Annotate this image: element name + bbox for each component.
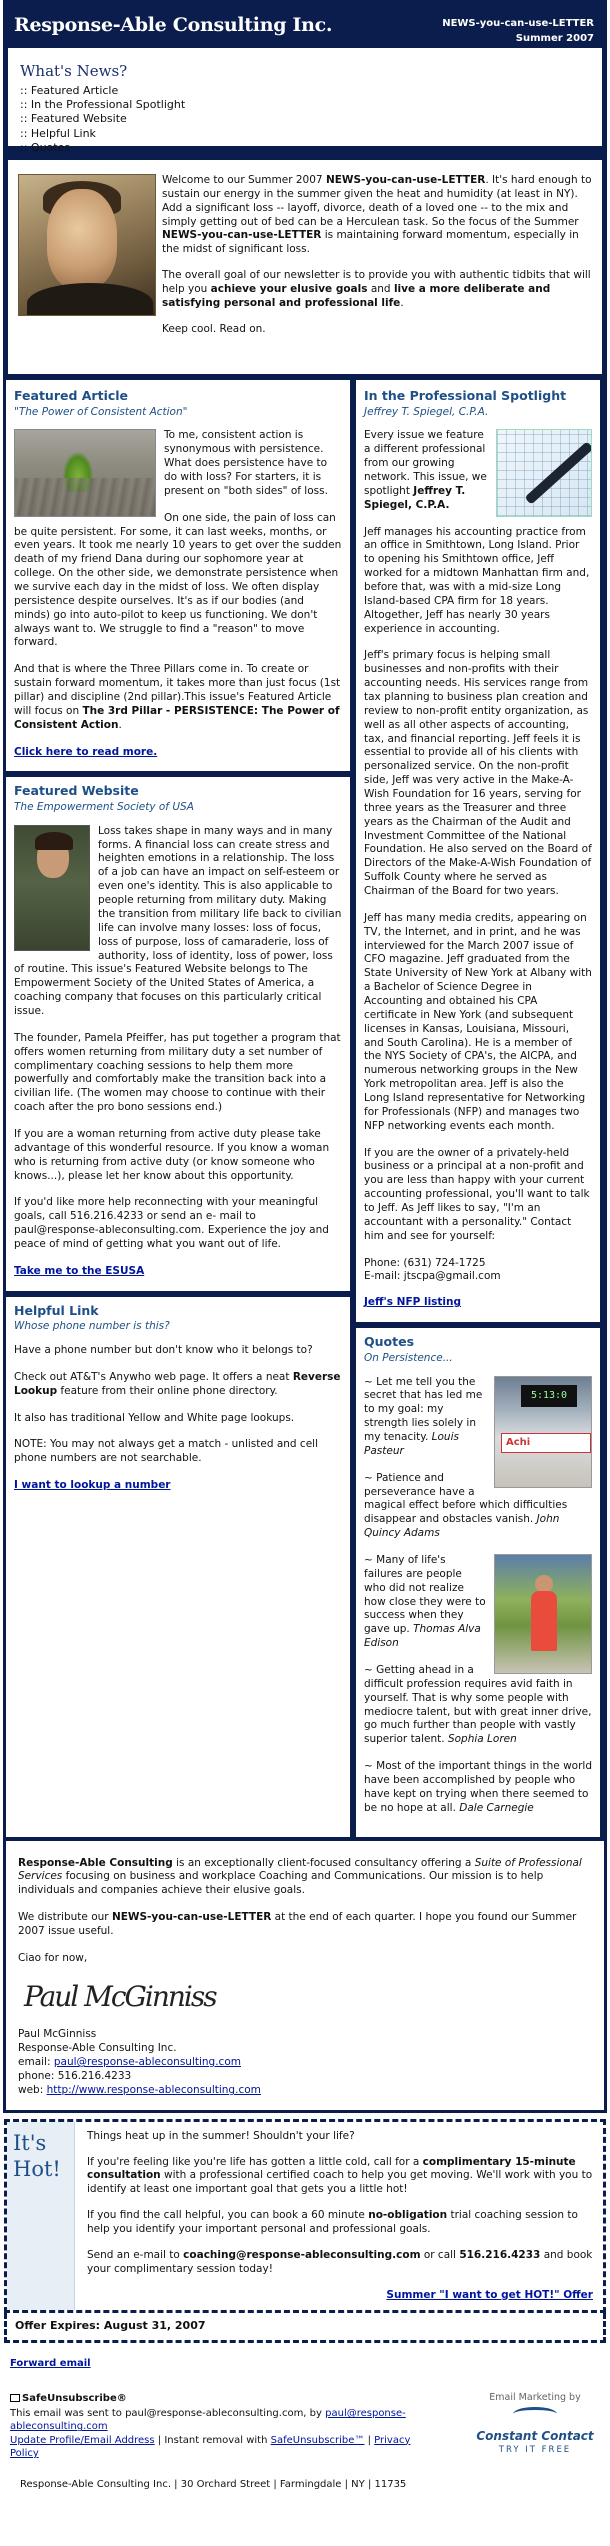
envelope-icon	[10, 2394, 20, 2402]
newsletter-name: NEWS-you-can-use-LETTER	[442, 18, 594, 29]
whats-new-list	[20, 84, 590, 155]
nfp-listing-link[interactable]: Jeff's NFP listing	[364, 1296, 462, 1309]
helpful-paragraph: Have a phone number but don't know who it belongs to?	[14, 1344, 313, 1357]
update-profile-link[interactable]: Update Profile/Email Address	[10, 2434, 155, 2446]
pen-image	[496, 429, 592, 517]
web-link[interactable]: http://www.response-ableconsulting.com	[46, 2084, 261, 2097]
email-link[interactable]: paul@response-ableconsulting.com	[53, 2056, 241, 2069]
divider-strip	[6, 148, 604, 158]
quote: ~ Most of the important things in the world have been accomplished by people who have kept on trying when there seemed to be no hope at all. Dale Carnegie	[364, 1760, 592, 1814]
spotlight-paragraph: If you are the owner of a privately-held business or a principal at a non-profit and you are less than happy with your current accounting professional, you'll want to talk to Jeff. As Jeff likes to say, "I'm an accountant with a personality." Contact him and see for yourself:	[364, 1146, 590, 1242]
section-divider	[6, 771, 350, 777]
website-paragraph: If you are a woman returning from active duty please take advantage of this wonderful resource. If you know a woman who is returning from active duty (or know someone who knows...), please let her know about this opportunity.	[14, 1127, 330, 1182]
whats-new-panel	[6, 46, 604, 154]
esusa-link[interactable]: Take me to the ESUSA	[14, 1264, 145, 1277]
quote: ~ Getting ahead in a difficult profession requires avid faith in yourself. That is why some people with mediocre talent, but with great inner drive, go much further than people with vastly superior talent. Sophia Loren	[364, 1664, 592, 1746]
whats-new-item: :: In the Professional Spotlight	[20, 98, 186, 112]
quotes-subtitle: On Persistence...	[364, 1351, 453, 1364]
contact-block	[18, 2027, 592, 2098]
brand-title: Response-Able Consulting Inc.	[14, 14, 333, 36]
closing-paragraph: We distribute our NEWS-you-can-use-LETTER at the end of each quarter. I hope you found our Summer 2007 issue useful.	[18, 1911, 577, 1938]
hot-paragraph: Things heat up in the summer! Shouldn't your life?	[87, 2129, 355, 2142]
whats-new-item: :: Helpful Link	[20, 126, 96, 140]
read-more-link[interactable]: Click here to read more.	[14, 745, 158, 758]
section-divider	[356, 1322, 600, 1328]
article-paragraph: On one side, the pain of loss can be quite persistent. For some, it can last weeks, months, or even years. It took me nearly 10 years to get over the sudden death of my friend Dana during our sophomore year at college. On the other side, we demonstrate persistence when we survive each day in the midst of loss. We often display persistence despite ourselves. It's as if our bodies (and minds) go into auto-pilot to keep us functioning. We don't always want to. We struggle to find a "reason" to move forward.	[14, 511, 342, 649]
intro-paragraph: Welcome to our Summer 2007 NEWS-you-can-use-LETTER. It's hard enough to sustain our energy in the summer given the heat and humidity (at least in NY). Add a significant loss -- layoff, divorce, death of a loved one -- to the mix and simply getting out of bed can be a Herculean task. So the focus of the Summer NEWS-you-can-use-LETTER is maintaining forward momentum, especially in the midst of significant loss.	[162, 174, 592, 256]
contact-name: Paul McGinniss	[18, 2027, 97, 2040]
featured-article-title: Featured Article	[14, 388, 129, 403]
right-column	[356, 380, 600, 1837]
race-clock-image: 5:13:0 Achi	[494, 1376, 592, 1488]
spotlight-title: In the Professional Spotlight	[364, 388, 567, 403]
safeunsubscribe-label: SafeUnsubscribe®	[10, 2392, 440, 2405]
issue-label	[442, 16, 594, 46]
constant-contact-badge[interactable]: Email Marketing by Constant Contact TRY IT FREE	[470, 2392, 600, 2456]
sent-to-text: This email was sent to paul@response-ableconsulting.com, by paul@response-ableconsulting.com	[10, 2408, 406, 2433]
intro-signoff: Keep cool. Read on.	[162, 322, 266, 335]
whats-new-item: :: Featured Website	[20, 112, 127, 126]
contact-email: email: paul@response-ableconsulting.com	[18, 2056, 241, 2069]
footer-links: Update Profile/Email Address | Instant removal with SafeUnsubscribe™ | Privacy Policy	[10, 2434, 411, 2459]
featured-article-subtitle: "The Power of Consistent Action"	[14, 405, 188, 418]
two-column-body	[6, 376, 604, 1837]
section-divider	[6, 1291, 350, 1297]
website-paragraph: The founder, Pamela Pfeiffer, has put together a program that offers women returning from military duty a set number of complimentary coaching sessions to help them more powerfully and comfortably make the transition back into a civilian life. (The women may choose to continue with their coach after the pro bono sessions end.)	[14, 1031, 341, 1114]
hot-paragraph: If you're feeling like you're life has gotten a little cold, call for a complimentary 15-minute consultation with a professional certified coach to help you get moving. We'll work with you to identify at least one important goal that gets you a little hot!	[87, 2155, 593, 2196]
whats-new-item: :: Featured Article	[20, 83, 119, 97]
helpful-link-subtitle: Whose phone number is this?	[14, 1320, 170, 1333]
constant-contact-logo	[470, 2405, 600, 2426]
spotlight-email: E-mail: jtscpa@gmail.com	[364, 1270, 501, 1283]
featured-website-subtitle: The Empowerment Society of USA	[14, 800, 194, 813]
sprout-image	[14, 429, 156, 517]
featured-website-title: Featured Website	[14, 783, 139, 799]
website-paragraph: If you'd like more help reconnecting with your meaningful goals, call 516.216.4233 or send an e- mail to paul@response-ableconsulting.com. Experience the joy and peace of mind of getting what you want out of life.	[14, 1196, 329, 1250]
website-paragraph: Loss takes shape in many ways and in many forms. A financial loss can create stress and heighten emotions in a relationship. The loss of a job can have an impact on self-esteem or even one's identity. This is also applicable to people returning from military duty. Making the transition from military life back to civilian life can involve many losses: loss of focus, loss of purpose, loss of camaraderie, loss of authority, loss of identity, loss of power, loss of routine. This issue's Featured Website belongs to The Empowerment Society of the United States of America, a coaching company that focuses on this particularly critical issue.	[14, 824, 342, 1017]
runner-image	[494, 1554, 592, 1674]
spotlight-phone: Phone: (631) 724-1725	[364, 1256, 486, 1269]
intro-panel	[6, 158, 604, 376]
hot-paragraph: Send an e-mail to coaching@response-ableconsulting.com or call 516.216.4233 and book your complimentary session today!	[87, 2248, 593, 2275]
hot-offer-link[interactable]: Summer "I want to get HOT!" Offer	[386, 2288, 593, 2301]
helpful-link-title: Helpful Link	[14, 1302, 99, 1318]
soldier-image	[14, 825, 90, 951]
hot-label: It's Hot!	[7, 2122, 75, 2311]
spotlight-paragraph: Jeff has many media credits, appearing on TV, the Internet, and in print, and he was interviewed for the March 2007 issue of CFO magazine. Jeff graduated from the State University of New York at Albany with a Bachelor of Science Degree in Accounting and obtained his CPA certificate in New York (and subsequent licenses in Kansas, Louisiana, Missouri, and South Carolina). He is a member of the NYS Society of CPA's, the AICPA, and numerous networking groups in the New York metropolitan area. Jeff is also the Long Island representative for Networking for Professionals (NFP) and manages two NFP networking events each month.	[364, 911, 592, 1132]
hot-offer-cta	[87, 2289, 593, 2303]
quote: ~ Patience and perseverance have a magical effect before which difficulties disappear and obstacles vanish. John Quincy Adams	[364, 1471, 568, 1540]
article-paragraph: To me, consistent action is synonymous with persistence. What does persistence have to do with loss? For starters, it is present on "both sides" of loss.	[164, 429, 328, 497]
quote: ~ Let me tell you the secret that has led me to my goal: my strength lies solely in my tenacity. Louis Pasteur	[364, 1375, 483, 1457]
whats-new-title: What's News?	[20, 62, 128, 80]
forward-email-link[interactable]: Forward email	[10, 2357, 91, 2369]
privacy-policy-link[interactable]: Privacy Policy	[10, 2434, 411, 2459]
intro-paragraph: The overall goal of our newsletter is to provide you with authentic tidbits that will help you achieve your elusive goals and live a more deliberate and satisfying personal and professional life.	[162, 269, 591, 309]
lookup-number-link[interactable]: I want to lookup a number	[14, 1479, 171, 1492]
footer-address: Response-Able Consulting Inc. | 30 Orchard Street | Farmingdale | NY | 11735	[20, 2479, 407, 2491]
quote: ~ Many of life's failures are people who did not realize how close they were to success when they gave up. Thomas Alva Edison	[364, 1554, 486, 1650]
contact-company: Response-Able Consulting Inc.	[18, 2041, 177, 2054]
spotlight-paragraph: Jeff's primary focus is helping small businesses and non-profits with their accounting needs. His services range from tax planning to business plan creation and review to non-profit entity organization, as well as all other aspects of accounting, tax, and financial reporting. Jeff feels it is essential to provide all of his clients with personalized service. On the non-profit side, Jeff was very active in the Make-A-Wish Foundation for 16 years, serving for three years as the Treasurer and three years as the Chairman of the Audit and Investment Committee of the National Foundation. He also served on the Board of Directors of the Make-A-Wish Foundation of Suffolk County where he served as Chairman of the Board for two years.	[364, 649, 592, 897]
left-column	[6, 380, 350, 1837]
intro-text	[162, 174, 592, 364]
footer	[0, 2343, 610, 2491]
quotes-title: Quotes	[364, 1334, 415, 1350]
offer-expires: Offer Expires: August 31, 2007	[4, 2313, 606, 2343]
article-paragraph: And that is where the Three Pillars come in. To create or sustain forward momentum, it takes more than just focus (1st pillar) and discipline (2nd pillar).This issue's Featured Article will focus on The 3rd Pillar - PERSISTENCE: The Power of Consistent Action.	[14, 663, 341, 731]
closing-paragraph: Response-Able Consulting is an exceptionally client-focused consultancy offering a Suite of Professional Services focusing on business and workplace Coaching and Communications. Our mission is to help individuals and companies achieve their elusive goals.	[18, 1856, 582, 1897]
closing-salutation: Ciao for now,	[18, 1951, 88, 1964]
helpful-paragraph: It also has traditional Yellow and White page lookups.	[14, 1411, 295, 1424]
sender-link[interactable]: paul@response-ableconsulting.com	[10, 2408, 406, 2433]
contact-web: web: http://www.response-ableconsulting.com	[18, 2084, 261, 2097]
contact-phone: phone: 516.216.4233	[18, 2070, 132, 2083]
author-photo	[18, 174, 156, 316]
hot-paragraph: If you find the call helpful, you can book a 60 minute no-obligation trial coaching session to help you identify your important personal and professional goals.	[87, 2209, 578, 2235]
whats-new-item: :: Quotes	[20, 140, 71, 154]
hot-body	[75, 2122, 603, 2311]
spotlight-paragraph: Jeff manages his accounting practice from an office in Smithtown, Long Island. Prior to opening his Smithtown office, Jeff worked for a midtown Manhattan firm and, before that, was with a mid-size Long Island-based CPA firm for 18 years. Altogether, Jeff has nearly 30 years experience in accounting.	[364, 525, 590, 635]
helpful-paragraph: Check out AT&T's Anywho web page. It offers a neat Reverse Lookup feature from their online phone directory.	[14, 1370, 341, 1397]
issue-date: Summer 2007	[515, 33, 594, 44]
helpful-paragraph: NOTE: You may not always get a match - unlisted and cell phone numbers are not searchable.	[14, 1438, 318, 1465]
handwritten-signature: Paul McGinniss	[24, 1979, 216, 2013]
closing-panel	[6, 1837, 604, 2110]
spotlight-subtitle: Jeffrey T. Spiegel, C.P.A.	[364, 405, 489, 418]
swirl-icon	[513, 2407, 557, 2421]
hot-offer-box	[4, 2119, 606, 2314]
newsletter-frame	[3, 0, 607, 2113]
spotlight-paragraph: Every issue we feature a different professional from our growing network. This issue, we spotlight Jeffrey T. Spiegel, C.P.A.	[364, 429, 487, 511]
safeunsubscribe-link[interactable]: SafeUnsubscribe™	[270, 2434, 365, 2446]
header	[6, 0, 604, 46]
